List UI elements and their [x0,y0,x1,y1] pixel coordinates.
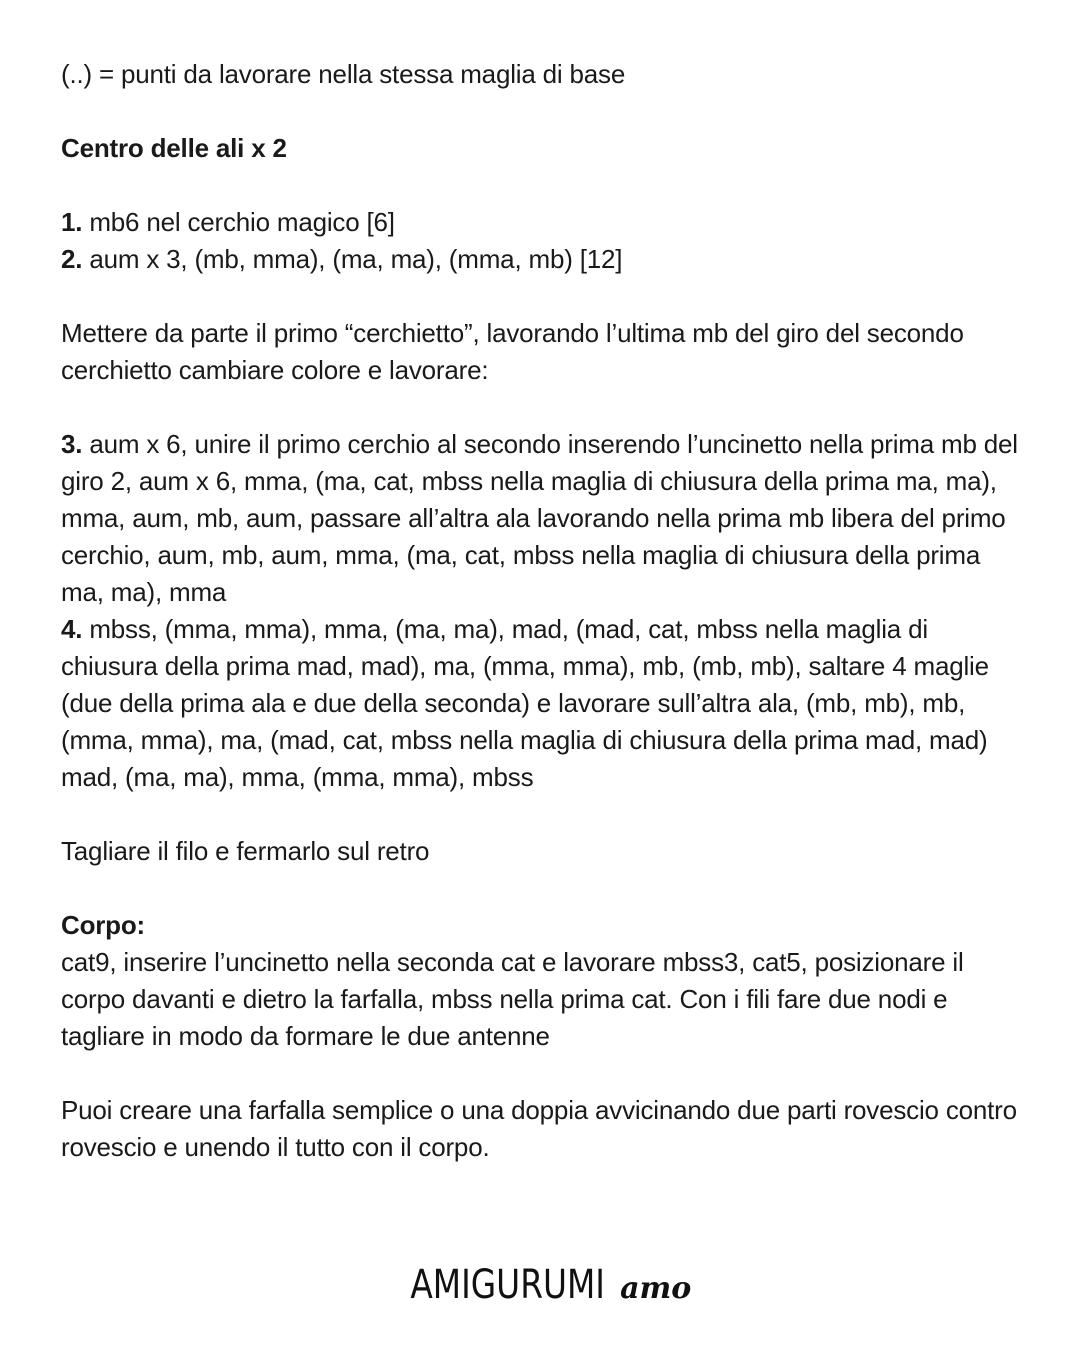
row-text: mbss, (mma, mma), mma, (ma, ma), mad, (mad, cat, mbss nella maglia di chiusura della prima mad, mad), ma, (mma, mma), mb, (mb, mb), saltare 4 maglie (due della prima ala e due della seconda) e lavorare sull’altra ala, (mb, mb), mb, (mma, mma), ma, (mad, cat, mbss nella maglia di chiusura della prima mad, mad) mad, (ma, ma), mma, (mma, mma), mbss [61,614,989,792]
row-number: 1. [61,207,83,237]
row-text: mb6 nel cerchio magico [6] [82,207,395,237]
row-text: aum x 3, (mb, mma), (ma, ma), (mma, mb) [12] [82,244,623,274]
body-text: cat9, inserire l’uncinetto nella seconda cat e lavorare mbss3, cat5, posizionare il corpo davanti e dietro la farfalla, mbss nella prima cat. Con i fili fare due nodi e tagliare in modo da formare le due antenne [61,947,964,1051]
wings-finish: Tagliare il filo e fermarlo sul retro [61,836,430,866]
body-heading: Corpo: [61,910,145,940]
wings-heading: Centro delle ali x 2 [61,133,287,163]
row-text: aum x 6, unire il primo cerchio al secondo inserendo l’uncinetto nella prima mb del giro 2, aum x 6, mma, (ma, cat, mbss nella maglia di chiusura della prima ma, ma), mma, aum, mb, aum, passare all’altra ala lavorando nella prima mb libera del primo cerchio, aum, mb, aum, mma, (ma, cat, mbss nella maglia di chiusura della prima ma, ma), mma [61,429,1018,607]
closing-text: Puoi creare una farfalla semplice o una doppia avvicinando due parti rovescio contro rovescio e unendo il tutto con il corpo. [61,1095,1017,1162]
pattern-text [61,56,1021,1166]
row-number: 2. [61,244,83,274]
row-3 [61,426,1021,611]
brand-logo [0,1262,1080,1308]
legend-line: (..) = punti da lavorare nella stessa maglia di base [61,59,626,89]
wings-note: Mettere da parte il primo “cerchietto”, lavorando l’ultima mb del giro del secondo cerchietto cambiare colore e lavorare: [61,318,964,385]
logo-script-text: amo [620,1271,692,1306]
row-number: 4. [61,614,83,644]
row-4 [61,611,1021,796]
row-2 [61,241,1021,278]
row-number: 3. [61,429,83,459]
row-1 [61,204,1021,241]
logo-main-text: AMIGURUMI [410,1262,605,1308]
